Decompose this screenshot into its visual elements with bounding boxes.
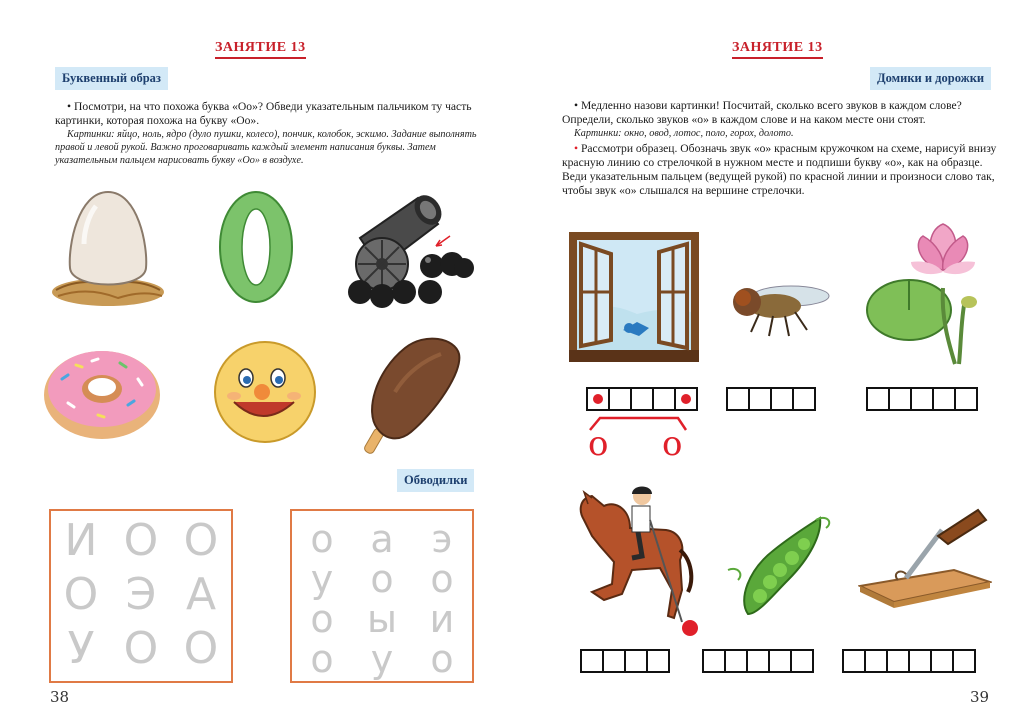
sample-letter-o: о: [662, 424, 683, 464]
zero-picture: [218, 190, 294, 304]
egg-nest-picture: [48, 186, 168, 312]
trace-letter[interactable]: а: [370, 517, 394, 561]
gadfly-picture: [723, 270, 833, 340]
task-text-2: • Рассмотри образец. Обозначь звук «о» красным кружочком на схеме, нарисуй внизу красную линию со стрелочкой в нужном месте и подпиши букву «о», как на образце. Веди указательным пальцем (ведущей рукой) по красной линии и произноси слово так, чтобы звук «о» слышался на вершине стрелочки.: [562, 142, 997, 197]
scheme-cell[interactable]: [726, 387, 750, 411]
trace-letter[interactable]: О: [123, 623, 159, 674]
scheme-cell[interactable]: [746, 649, 770, 673]
scheme-cell[interactable]: [930, 649, 954, 673]
scheme-cell[interactable]: [580, 649, 604, 673]
page-number: 38: [50, 688, 70, 706]
window-picture: [567, 230, 701, 364]
scheme-cell[interactable]: [932, 387, 956, 411]
trace-letter[interactable]: О: [183, 515, 219, 566]
scheme-cell[interactable]: [608, 387, 632, 411]
eskimo-picture: [355, 332, 465, 456]
trace-letter[interactable]: А: [185, 569, 217, 620]
page-number: 39: [970, 688, 990, 706]
sound-scheme-chisel[interactable]: [842, 649, 976, 673]
scheme-cell[interactable]: [748, 387, 772, 411]
scheme-cell[interactable]: [652, 387, 676, 411]
cannon-picture: [340, 188, 480, 310]
trace-letter[interactable]: Э: [125, 569, 157, 620]
scheme-cell[interactable]: [768, 649, 792, 673]
trace-letter[interactable]: о: [310, 637, 334, 681]
sound-o-dot: [681, 394, 691, 404]
trace-letter[interactable]: у: [370, 637, 394, 681]
scheme-cell[interactable]: [702, 649, 726, 673]
scheme-cell[interactable]: [630, 387, 654, 411]
trace-grid-lower[interactable]: [290, 509, 474, 683]
sound-scheme-gadfly[interactable]: [726, 387, 816, 411]
task-note: Картинки: яйцо, ноль, ядро (дуло пушки, колесо), пончик, колобок, эскимо. Задание выполнять правой и левой рукой. Важно проговаривать каждый элемент написания буквы. Затем указательным пальцем нарисовать букву «Оо» в воздухе.: [55, 129, 477, 166]
chisel-picture: [858, 508, 992, 608]
trace-letter[interactable]: о: [370, 557, 394, 601]
scheme-cell[interactable]: [910, 387, 934, 411]
scheme-cell[interactable]: [952, 649, 976, 673]
trace-letter[interactable]: И: [64, 515, 98, 566]
scheme-cell[interactable]: [770, 387, 794, 411]
trace-grid-upper[interactable]: [49, 509, 233, 683]
trace-letter[interactable]: э: [431, 517, 453, 561]
kolobok-picture: [208, 338, 322, 444]
donut-picture: [42, 343, 162, 441]
scheme-cell[interactable]: [864, 649, 888, 673]
trace-letter[interactable]: о: [310, 597, 334, 641]
trace-letter[interactable]: О: [183, 623, 219, 674]
sound-o-dot: [593, 394, 603, 404]
scheme-cell[interactable]: [674, 387, 698, 411]
section-tag: Буквенный образ: [55, 67, 168, 90]
trace-letter[interactable]: О: [63, 569, 99, 620]
trace-letter[interactable]: ы: [366, 597, 397, 641]
task-note: Картинки: окно, овод, лотос, поло, горох, долото.: [574, 128, 794, 139]
scheme-cell[interactable]: [908, 649, 932, 673]
scheme-cell[interactable]: [886, 649, 910, 673]
trace-letter[interactable]: О: [123, 515, 159, 566]
lotus-picture: [865, 218, 997, 366]
scheme-cell[interactable]: [954, 387, 978, 411]
scheme-cell[interactable]: [866, 387, 890, 411]
scheme-cell[interactable]: [888, 387, 912, 411]
trace-letter[interactable]: и: [429, 597, 455, 641]
trace-letter[interactable]: У: [67, 623, 95, 674]
scheme-cell[interactable]: [724, 649, 748, 673]
sound-scheme-polo[interactable]: [580, 649, 670, 673]
trace-tag: Обводилки: [397, 469, 474, 492]
trace-letter[interactable]: у: [310, 557, 334, 601]
trace-letter[interactable]: о: [310, 517, 334, 561]
scheme-cell[interactable]: [586, 387, 610, 411]
red-bullet: •: [574, 142, 579, 155]
task-text: • Посмотри, на что похожа буква «Оо»? Обведи указательным пальчиком ту часть картинки, которая похожа на букву «Оо».: [55, 100, 472, 127]
lesson-title: ЗАНЯТИЕ 13: [215, 40, 306, 59]
polo-picture: [570, 480, 700, 638]
scheme-cell[interactable]: [602, 649, 626, 673]
peas-picture: [718, 510, 838, 620]
lesson-title: ЗАНЯТИЕ 13: [732, 40, 823, 59]
sample-letter-o: о: [588, 424, 609, 464]
scheme-cell[interactable]: [646, 649, 670, 673]
task-text: • Медленно назови картинки! Посчитай, сколько всего звуков в каждом слове? Определи, сколько звуков «о» в каждом слове и на каком месте они стоят.: [562, 99, 962, 126]
scheme-cell[interactable]: [792, 387, 816, 411]
scheme-cell[interactable]: [842, 649, 866, 673]
scheme-cell[interactable]: [624, 649, 648, 673]
sound-scheme-lotus[interactable]: [866, 387, 978, 411]
scheme-cell[interactable]: [790, 649, 814, 673]
right-page: [510, 0, 1020, 726]
trace-letter[interactable]: о: [430, 557, 454, 601]
section-tag: Домики и дорожки: [870, 67, 991, 90]
sound-scheme-peas[interactable]: [702, 649, 814, 673]
trace-letter[interactable]: о: [430, 637, 454, 681]
sound-scheme-window[interactable]: [586, 387, 698, 411]
